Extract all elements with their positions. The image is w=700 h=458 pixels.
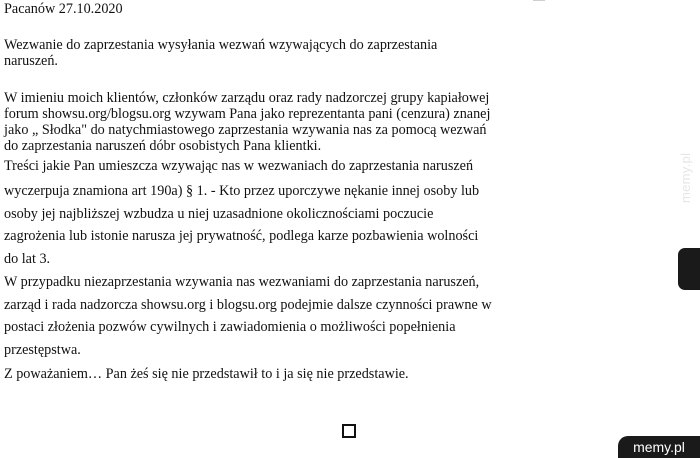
body-paragraph-3	[4, 271, 544, 361]
date-text: Pacanów 27.10.2020	[4, 1, 123, 17]
side-tab-badge	[678, 248, 700, 290]
body2-line: osoby jej najbliższej wzbudza u niej uzasadnione okolicznościami poczucie	[4, 205, 434, 222]
checkbox-square[interactable]	[342, 424, 356, 438]
subject-line: Wezwanie do zaprzestania wysyłania wezwań wzywających do zaprzestania	[4, 37, 438, 53]
subject-line: naruszeń.	[4, 53, 58, 69]
brand-badge[interactable]: memy.pl	[618, 436, 700, 458]
side-watermark-text: memy.pl	[678, 152, 693, 203]
body3-line: W przypadku niezaprzestania wzywania nas wezwaniami do zaprzestania naruszeń,	[4, 274, 480, 290]
date-line	[4, 1, 544, 17]
body3-line: przestępstwa.	[4, 341, 81, 358]
closing-line	[4, 366, 544, 382]
body3-line: zarząd i rada nadzorcza showsu.org i blogsu.org podejmie dalsze czynności prawne w	[4, 296, 492, 313]
closing-text: Z poważaniem… Pan żeś się nie przedstawił to i ja się nie przedstawie.	[4, 366, 409, 382]
subject-paragraph	[4, 37, 544, 69]
body1-line: forum showsu.org/blogsu.org wzywam Pana jako reprezentanta pani (cenzura) znanej	[4, 106, 491, 122]
body2-line: zagrożenia lub istonie narusza jej prywatność, podlega karze pozbawienia wolności	[4, 228, 479, 244]
body2-line: Treści jakie Pan umieszcza wzywając nas w wezwaniach do zaprzestania naruszeń	[4, 158, 474, 174]
body-paragraph-1	[4, 90, 544, 154]
body2-line: do lat 3.	[4, 250, 51, 267]
body2-line: wyczerpuja znamiona art 190a) § 1. - Kto przez uporczywe nękanie innej osoby lub	[4, 183, 480, 199]
body1-line: do zaprzestania naruszeń dóbr osobistych Pana klientki.	[4, 138, 322, 154]
body1-line: jako „ Słodka" do natychmiastowego zaprzestania wzywania nas za pomocą wezwań	[4, 122, 487, 138]
body3-line: postaci złożenia pozwów cywilnych i zawiadomienia o możliwości popełnienia	[4, 319, 456, 335]
body1-line: W imieniu moich klientów, członków zarządu oraz rady nadzorczej grupy kapiałowej	[4, 90, 490, 106]
body-paragraph-2	[4, 158, 544, 270]
